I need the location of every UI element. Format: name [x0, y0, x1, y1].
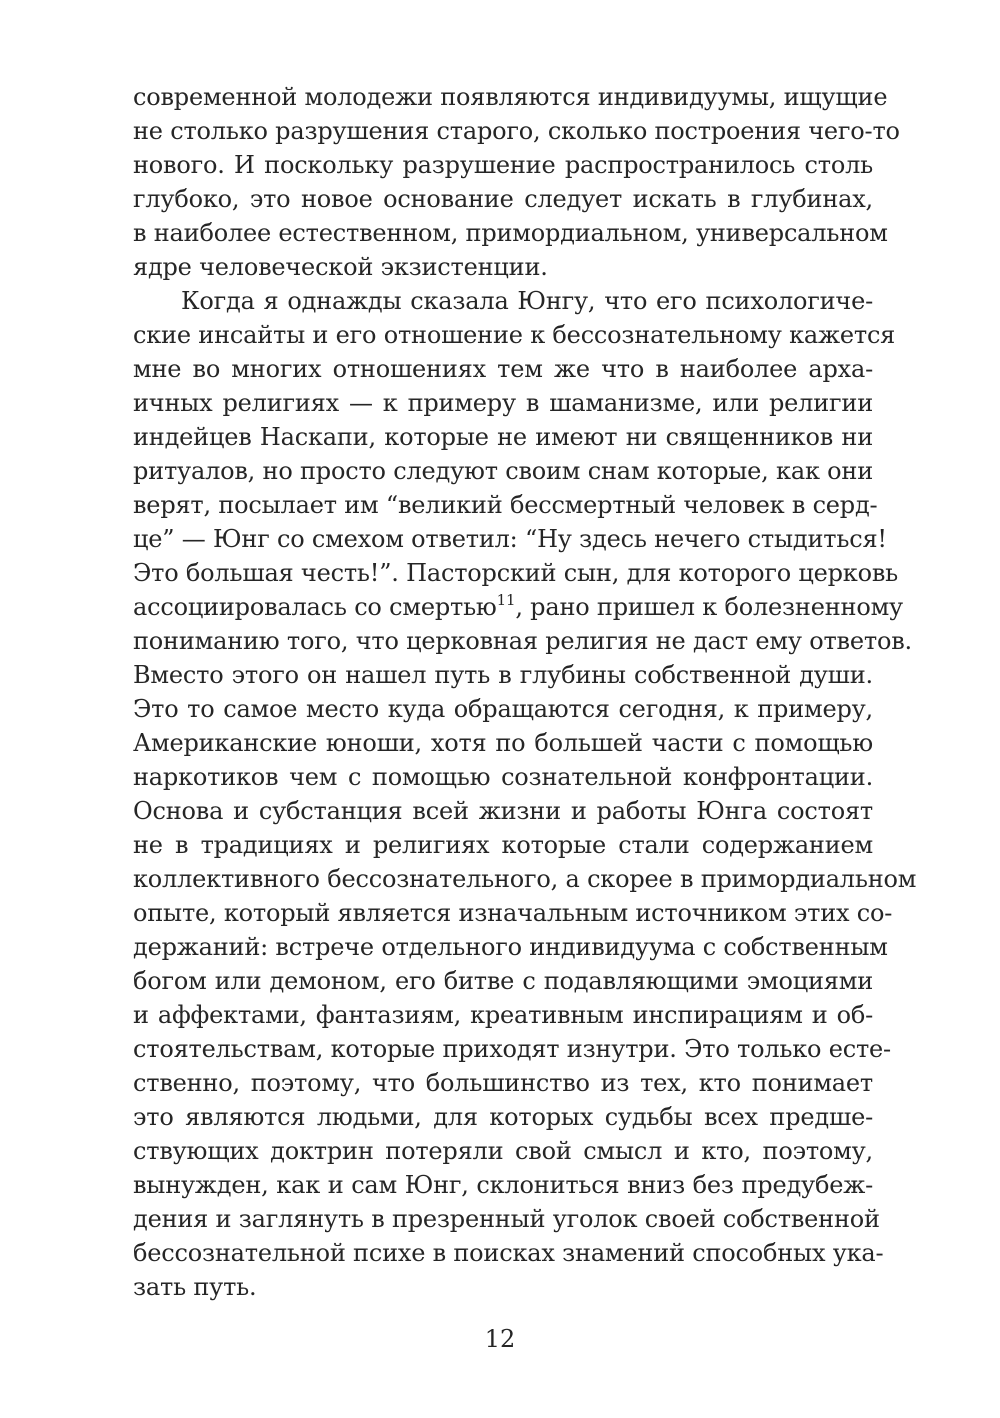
- text-line: ствующих доктрин потеряли свой смысл и кто, поэтому,: [133, 1137, 873, 1165]
- text-line: не в традициях и религиях которые стали содержанием: [133, 831, 873, 859]
- paragraph-last-line: ядре человеческой экзистенции.: [133, 253, 548, 281]
- body-text: [133, 80, 917, 1304]
- text-line: Это то самое место куда обращаются сегодня, к примеру,: [133, 695, 873, 723]
- text-line: индейцев Наскапи, которые не имеют ни священников ни: [133, 423, 873, 451]
- text-line: верят, посылает им “великий бессмертный человек в серд-: [133, 491, 878, 519]
- text-line: пониманию того, что церковная религия не даст ему ответов.: [133, 627, 912, 655]
- text-line: Американские юноши, хотя по большей части с помощью: [133, 729, 873, 757]
- text-line: и аффектами, фантазиям, креативным инспирациям и об-: [133, 1001, 873, 1029]
- text-line: держаний: встрече отдельного индивидуума с собственным: [133, 933, 888, 961]
- paragraph-last-line: зать путь.: [133, 1273, 257, 1301]
- text-line: это являются людьми, для которых судьбы всех предше-: [133, 1103, 873, 1131]
- text-line: ские инсайты и его отношение к бессознательному кажется: [133, 321, 896, 349]
- text-line: в наиболее естественном, примордиальном, универсальном: [133, 219, 888, 247]
- text-line: коллективного бессознательного, а скорее в примордиальном: [133, 865, 917, 893]
- text-line: мне во многих отношениях тем же что в наиболее арха-: [133, 355, 873, 383]
- text-line: ственно, поэтому, что большинство из тех, кто понимает: [133, 1069, 873, 1097]
- text-line: наркотиков чем с помощью сознательной конфронтации.: [133, 763, 873, 791]
- text-line: вынужден, как и сам Юнг, склониться вниз без предубеж-: [133, 1171, 873, 1199]
- text-line: стоятельствам, которые приходят изнутри. Это только есте-: [133, 1035, 891, 1063]
- page-number: 12: [484, 1325, 516, 1353]
- text-line: Основа и субстанция всей жизни и работы Юнга состоят: [133, 797, 873, 825]
- text-line: ичных религиях — к примеру в шаманизме, или религии: [133, 389, 873, 417]
- text-line: богом или демоном, его битве с подавляющими эмоциями: [133, 967, 873, 995]
- text-line: современной молодежи появляются индивидуумы, ищущие: [133, 83, 888, 111]
- text-segment: ассоциировалась со смертью: [133, 593, 497, 621]
- text-line: бессознательной психе в поисках знамений способных ука-: [133, 1239, 884, 1267]
- text-line: не столько разрушения старого, сколько построения чего-то: [133, 117, 900, 145]
- text-line: ритуалов, но просто следуют своим снам которые, как они: [133, 457, 874, 485]
- paragraph-first-line: Когда я однажды сказала Юнгу, что его психологиче-: [181, 287, 873, 315]
- text-line: Вместо этого он нашел путь в глубины собственной души.: [133, 661, 873, 689]
- text-line: глубоко, это новое основание следует искать в глубинах,: [133, 185, 873, 213]
- text-line-with-footnote: [133, 590, 903, 624]
- text-line: Это большая честь!”. Пасторский сын, для которого церковь: [133, 559, 899, 587]
- text-line: нового. И поскольку разрушение распространилось столь: [133, 151, 873, 179]
- footnote-reference[interactable]: 11: [496, 591, 516, 609]
- text-line: це” — Юнг со смехом ответил: “Ну здесь нечего стыдиться!: [133, 525, 887, 553]
- text-line: опыте, который является изначальным источником этих со-: [133, 899, 893, 927]
- text-segment: , рано пришел к болезненному: [515, 593, 903, 621]
- text-line: дения и заглянуть в презренный уголок своей собственной: [133, 1205, 880, 1233]
